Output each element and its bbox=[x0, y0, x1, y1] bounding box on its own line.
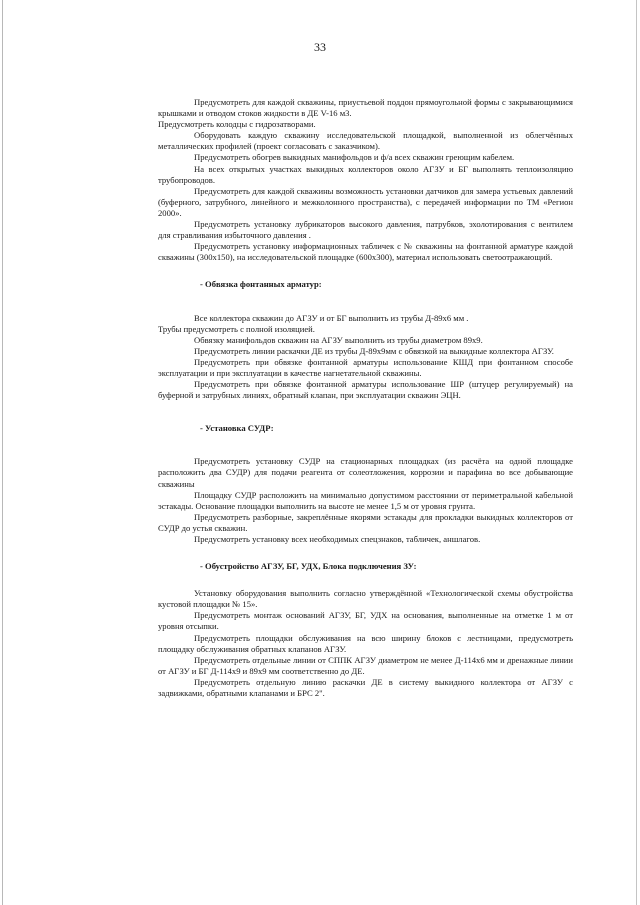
paragraph: Все коллектора скважин до АГЗУ и от БГ выполнить из трубы Д-89х6 мм . bbox=[194, 312, 469, 323]
paragraph: Оборудовать каждую скважину исследовательской площадкой, выполненной из облегчённых металлических профилей (проект согласовать с заказчиком). bbox=[158, 130, 573, 152]
section-heading: - Обвязка фонтанных арматур: bbox=[200, 279, 322, 290]
paragraph: Предусмотреть площадки обслуживания на всю ширину блоков с лестницами, предусмотреть площадку обслуживания обратных клапанов АГЗУ. bbox=[158, 632, 573, 654]
paragraph: Обвязку манифольдов скважин на АГЗУ выполнить из трубы диаметром 89х9. bbox=[194, 334, 483, 345]
section-heading: - Обустройство АГЗУ, БГ, УДХ, Блока подключения ЗУ: bbox=[200, 561, 417, 572]
paragraph: Предусмотреть разборные, закреплённые якорями эстакады для прокладки выкидных коллекторов от СУДР до устья скважин. bbox=[158, 511, 573, 533]
paragraph: Предусмотреть для каждой скважины, приустьевой поддон прямоугольной формы с закрывающимися крышками и отводом стоков жидкости в ДЕ V-16 м3. bbox=[158, 97, 573, 119]
paragraph: Предусмотреть установку СУДР на стационарных площадках (из расчёта на одной площадке расположить два СУДР) для подачи реагента от солеотложения, коррозии и парафина во все добывающие скважины bbox=[158, 456, 573, 489]
paragraph: Предусмотреть колодцы с гидрозатворами. bbox=[158, 119, 316, 130]
paragraph: На всех открытых участках выкидных коллекторов около АГЗУ и БГ выполнять теплоизоляцию трубопроводов. bbox=[158, 163, 573, 185]
paragraph: Предусмотреть отдельную линию раскачки ДЕ в систему выкидного коллектора от АГЗУ с задвижками, обратными клапанами и БРС 2". bbox=[158, 676, 573, 699]
paragraph: Предусмотреть линии раскачки ДЕ из трубы Д-89х9мм с обвязкой на выкидные коллектора АГЗУ. bbox=[194, 345, 554, 356]
paragraph: Площадку СУДР расположить на минимально допустимом расстоянии от периметральной кабельной эстакады. Основание площадки выполнить на высоте не менее 1,5 м от уровня грунта. bbox=[158, 489, 573, 511]
paragraph: Предусмотреть обогрев выкидных манифольдов и ф/а всех скважин греющим кабелем. bbox=[194, 152, 515, 163]
paragraph: Установку оборудования выполнить согласно утверждённой «Технологической схемы обустройства кустовой площадки № 15». bbox=[158, 588, 573, 610]
paragraph: Предусмотреть установку всех необходимых спецзнаков, табличек, аншлагов. bbox=[194, 534, 481, 544]
paragraph: Предусмотреть отдельные линии от СППК АГЗУ диаметром не менее Д-114х6 мм и дренажные линии от АГЗУ и БГ Д-114х9 и 89х9 мм соответственно до ДЕ. bbox=[158, 654, 573, 676]
scan-edge-left bbox=[2, 0, 3, 905]
scan-edge-right bbox=[636, 0, 637, 905]
paragraph: Предусмотреть монтаж оснований АГЗУ, БГ, УДХ на основания, выполненные на отметке 1 м от уровня отсыпки. bbox=[158, 610, 573, 632]
document-body bbox=[158, 97, 573, 699]
paragraph: Предусмотреть установку лубрикаторов высокого давления, патрубков, эхолотирования с вентилем для стравливания избыточного давления . bbox=[158, 219, 573, 241]
paragraph: Предусмотреть установку информационных табличек с № скважины на фонтанной арматуре каждой скважины (300х150), на исследовательской площадке (600х300), материал использовать светоотражающий. bbox=[158, 241, 573, 263]
paragraph: Предусмотреть при обвязке фонтанной арматуры использование КШД при фонтанном способе эксплуатации и при эксплуатации в качестве нагнетательной скважины. bbox=[158, 356, 573, 378]
paragraph: Предусмотреть для каждой скважины возможность установки датчиков для замера устьевых давлений (буферного, затрубного, линейного и межколонного пространства), с передачей информации по ТМ «Регион 2000». bbox=[158, 185, 573, 218]
paragraph: Трубы предусмотреть с полной изоляцией. bbox=[158, 323, 315, 334]
section-heading: - Установка СУДР: bbox=[200, 423, 274, 434]
page-number: 33 bbox=[314, 40, 326, 54]
paragraph: Предусмотреть при обвязке фонтанной арматуры использование ШР (штуцер регулируемый) на буферной и затрубных линиях, обратный клапан, при эксплуатации скважин ЭЦН. bbox=[158, 379, 573, 401]
